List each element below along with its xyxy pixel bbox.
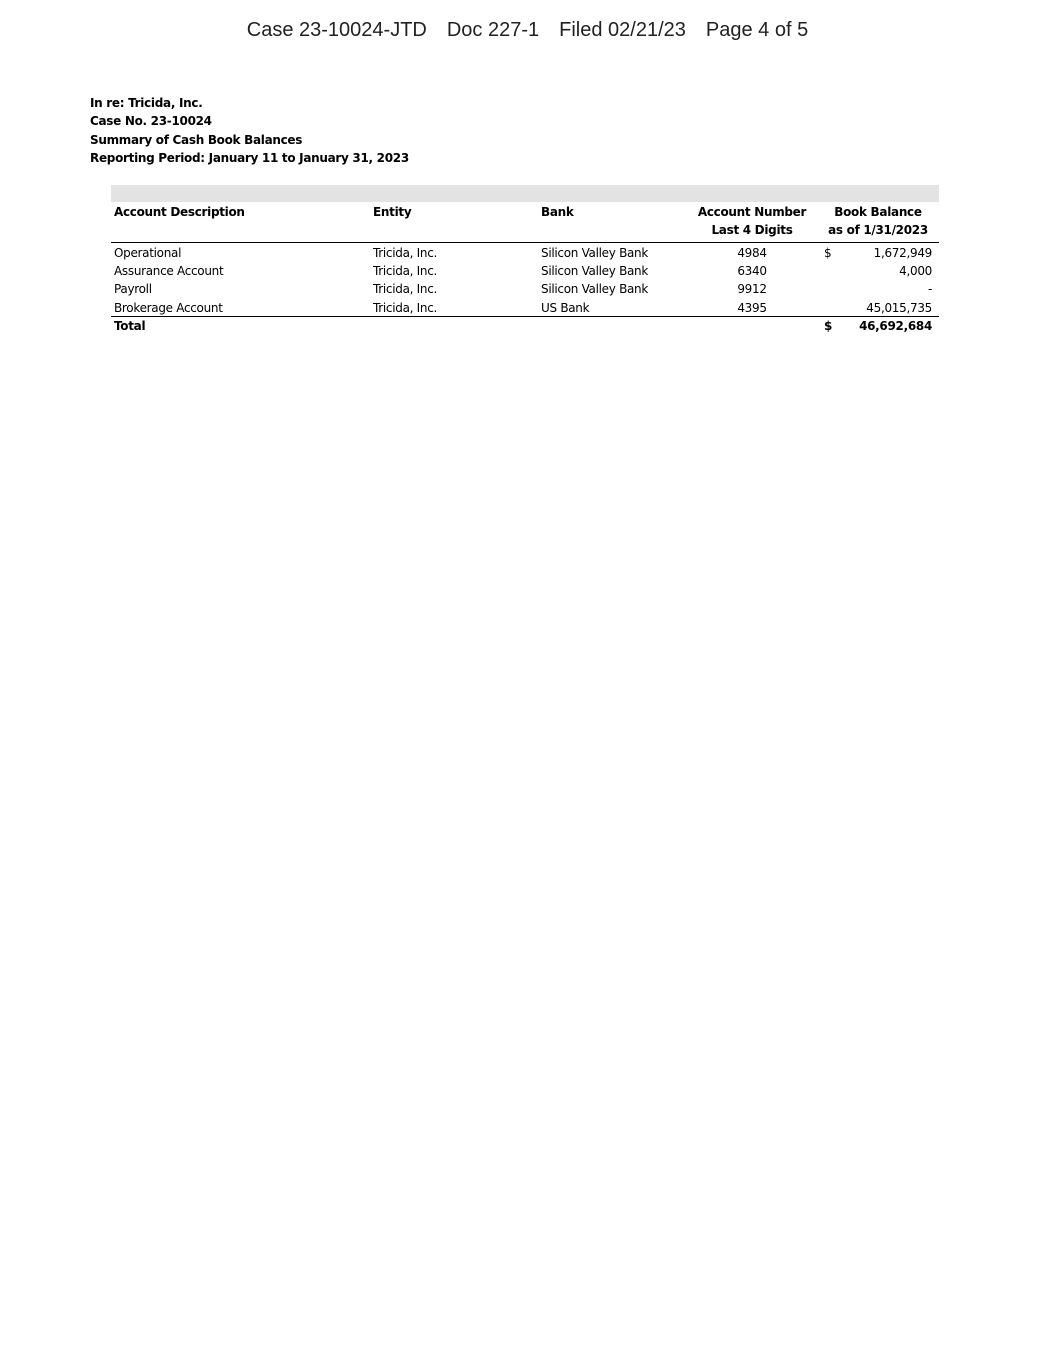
cell-entity: Tricida, Inc. bbox=[373, 246, 438, 260]
page-number-stamp: Page 4 of 5 bbox=[705, 19, 809, 41]
filed-date-stamp: Filed 02/21/23 bbox=[559, 19, 686, 41]
table-row bbox=[111, 279, 939, 297]
caption-reporting-period: Reporting Period: January 11 to January 31, 2023 bbox=[90, 150, 409, 165]
header-book-balance-line1: Book Balance bbox=[834, 205, 922, 219]
table-shade-bar bbox=[111, 185, 939, 202]
header-account-number-line1: Account Number bbox=[697, 205, 807, 219]
table-header-row bbox=[111, 202, 939, 243]
caption-case-number: Case No. 23-10024 bbox=[90, 114, 212, 129]
caption-report-title: Summary of Cash Book Balances bbox=[90, 132, 303, 147]
total-label: Total bbox=[114, 318, 146, 333]
cell-balance: - bbox=[927, 282, 932, 297]
caption-debtor: In re: Tricida, Inc. bbox=[90, 96, 203, 110]
cell-account-number: 6340 bbox=[737, 264, 767, 279]
cell-balance: 1,672,949 bbox=[873, 246, 932, 260]
cell-currency: $ bbox=[824, 246, 832, 260]
header-account-number bbox=[691, 203, 813, 239]
table-total-row bbox=[111, 316, 939, 335]
cell-entity: Tricida, Inc. bbox=[373, 300, 438, 315]
cell-entity: Tricida, Inc. bbox=[373, 282, 438, 297]
cell-description: Operational bbox=[114, 246, 182, 260]
court-filing-header bbox=[0, 19, 1055, 42]
cash-balances-table bbox=[111, 202, 939, 335]
cell-bank: US Bank bbox=[541, 300, 590, 315]
cell-entity: Tricida, Inc. bbox=[373, 264, 438, 279]
cell-account-number: 4395 bbox=[737, 300, 767, 315]
total-currency: $ bbox=[824, 318, 833, 333]
cell-description: Payroll bbox=[114, 282, 152, 297]
table-row bbox=[111, 298, 939, 316]
cell-description: Brokerage Account bbox=[114, 300, 223, 315]
header-account-number-line2: Last 4 Digits bbox=[711, 223, 793, 237]
cell-bank: Silicon Valley Bank bbox=[541, 264, 649, 279]
table-row bbox=[111, 243, 939, 261]
cell-description: Assurance Account bbox=[114, 264, 224, 279]
cell-account-number: 9912 bbox=[737, 282, 767, 297]
document-number-stamp: Doc 227-1 bbox=[446, 19, 540, 41]
header-entity: Entity bbox=[373, 205, 412, 219]
cell-account-number: 4984 bbox=[737, 246, 767, 260]
report-caption bbox=[90, 94, 409, 167]
cell-balance: 4,000 bbox=[899, 264, 932, 279]
header-account-description: Account Description bbox=[114, 205, 245, 219]
cell-bank: Silicon Valley Bank bbox=[541, 282, 649, 297]
cell-balance: 45,015,735 bbox=[866, 300, 932, 315]
header-book-balance-line2: as of 1/31/2023 bbox=[828, 223, 928, 237]
header-bank: Bank bbox=[541, 205, 574, 219]
table-row bbox=[111, 261, 939, 279]
total-balance: 46,692,684 bbox=[859, 318, 932, 333]
case-number-stamp: Case 23-10024-JTD bbox=[246, 19, 427, 41]
cell-bank: Silicon Valley Bank bbox=[541, 246, 649, 260]
header-book-balance bbox=[817, 203, 939, 239]
